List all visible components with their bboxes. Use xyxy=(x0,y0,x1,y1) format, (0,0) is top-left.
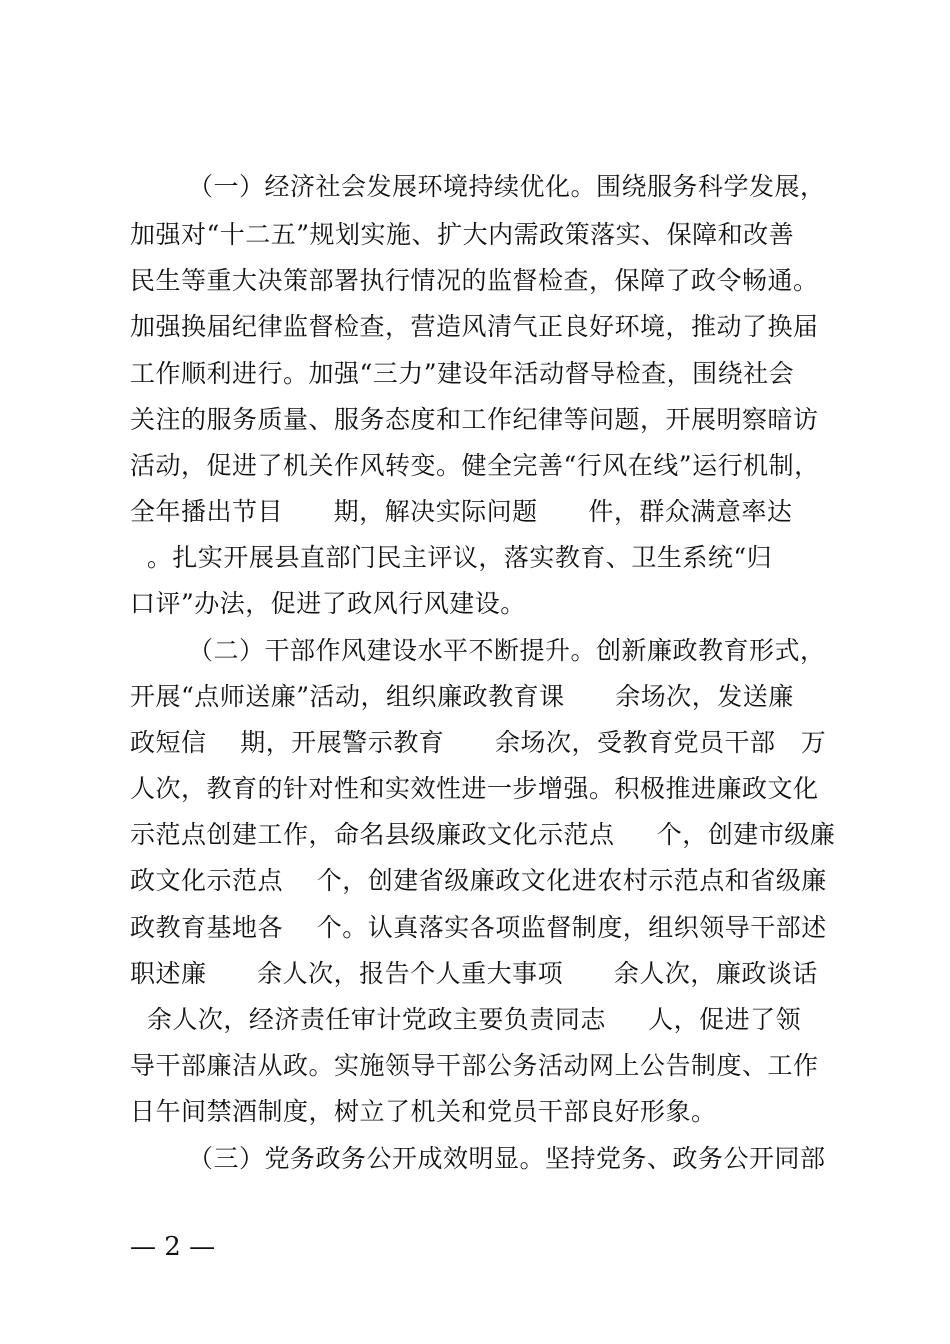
text-line: 。扎实开展县直部门民主评议，落实教育、卫生系统“归 xyxy=(130,543,773,572)
text-line: 民生等重大决策部署执行情况的监督检查，保障了政令畅通。 xyxy=(130,266,819,295)
text-line: 开展“点师送廉”活动，组织廉政教育课 余场次，发送廉 xyxy=(130,682,794,711)
text-line: （一）经济社会发展环境持续优化。围绕服务科学发展， xyxy=(188,172,826,201)
text-line: 政文化示范点 个，创建省级廉政文化进农村示范点和省级廉 xyxy=(130,866,827,895)
text-line: （二）干部作风建设水平不断提升。创新廉政教育形式， xyxy=(188,636,826,665)
text-line: 政教育基地各 个。认真落实各项监督制度，组织领导干部述 xyxy=(130,913,827,942)
text-line: 活动，促进了机关作风转变。健全完善“行风在线”运行机制， xyxy=(130,451,820,480)
text-line: 全年播出节目 期，解决实际问题 件，群众满意率达 xyxy=(130,497,793,526)
text-line: 关注的服务质量、服务态度和工作纪律等问题，开展明察暗访 xyxy=(130,405,819,434)
text-line: （三）党务政务公开成效明显。坚持党务、政务公开同部 xyxy=(188,1144,826,1173)
text-line: 加强换届纪律监督检查，营造风清气正良好环境，推动了换届 xyxy=(130,312,819,341)
text-line: 示范点创建工作，命名县级廉政文化示范点 个，创建市级廉 xyxy=(130,820,836,849)
text-line: 余人次，经济责任审计党政主要负责同志 人，促进了领 xyxy=(130,1005,802,1034)
text-line: 日午间禁酒制度，树立了机关和党员干部良好形象。 xyxy=(130,1097,717,1126)
text-line: 口评”办法，促进了政风行风建设。 xyxy=(130,589,526,618)
text-line: 职述廉 余人次，报告个人重大事项 余人次，廉政谈话 xyxy=(130,959,818,988)
text-line: 工作顺利进行。加强“三力”建设年活动督导检查，围绕社会 xyxy=(130,359,795,388)
text-line: 加强对“十二五”规划实施、扩大内需政策落实、保障和改善 xyxy=(130,220,795,249)
page-number: — 2 — xyxy=(130,1232,216,1262)
text-line: 导干部廉洁从政。实施领导干部公务活动网上公告制度、工作 xyxy=(130,1051,819,1080)
text-line: 政短信 期，开展警示教育 余场次，受教育党员干部 万 xyxy=(130,728,827,757)
text-line: 人次，教育的针对性和实效性进一步增强。积极推进廉政文化 xyxy=(130,774,819,803)
